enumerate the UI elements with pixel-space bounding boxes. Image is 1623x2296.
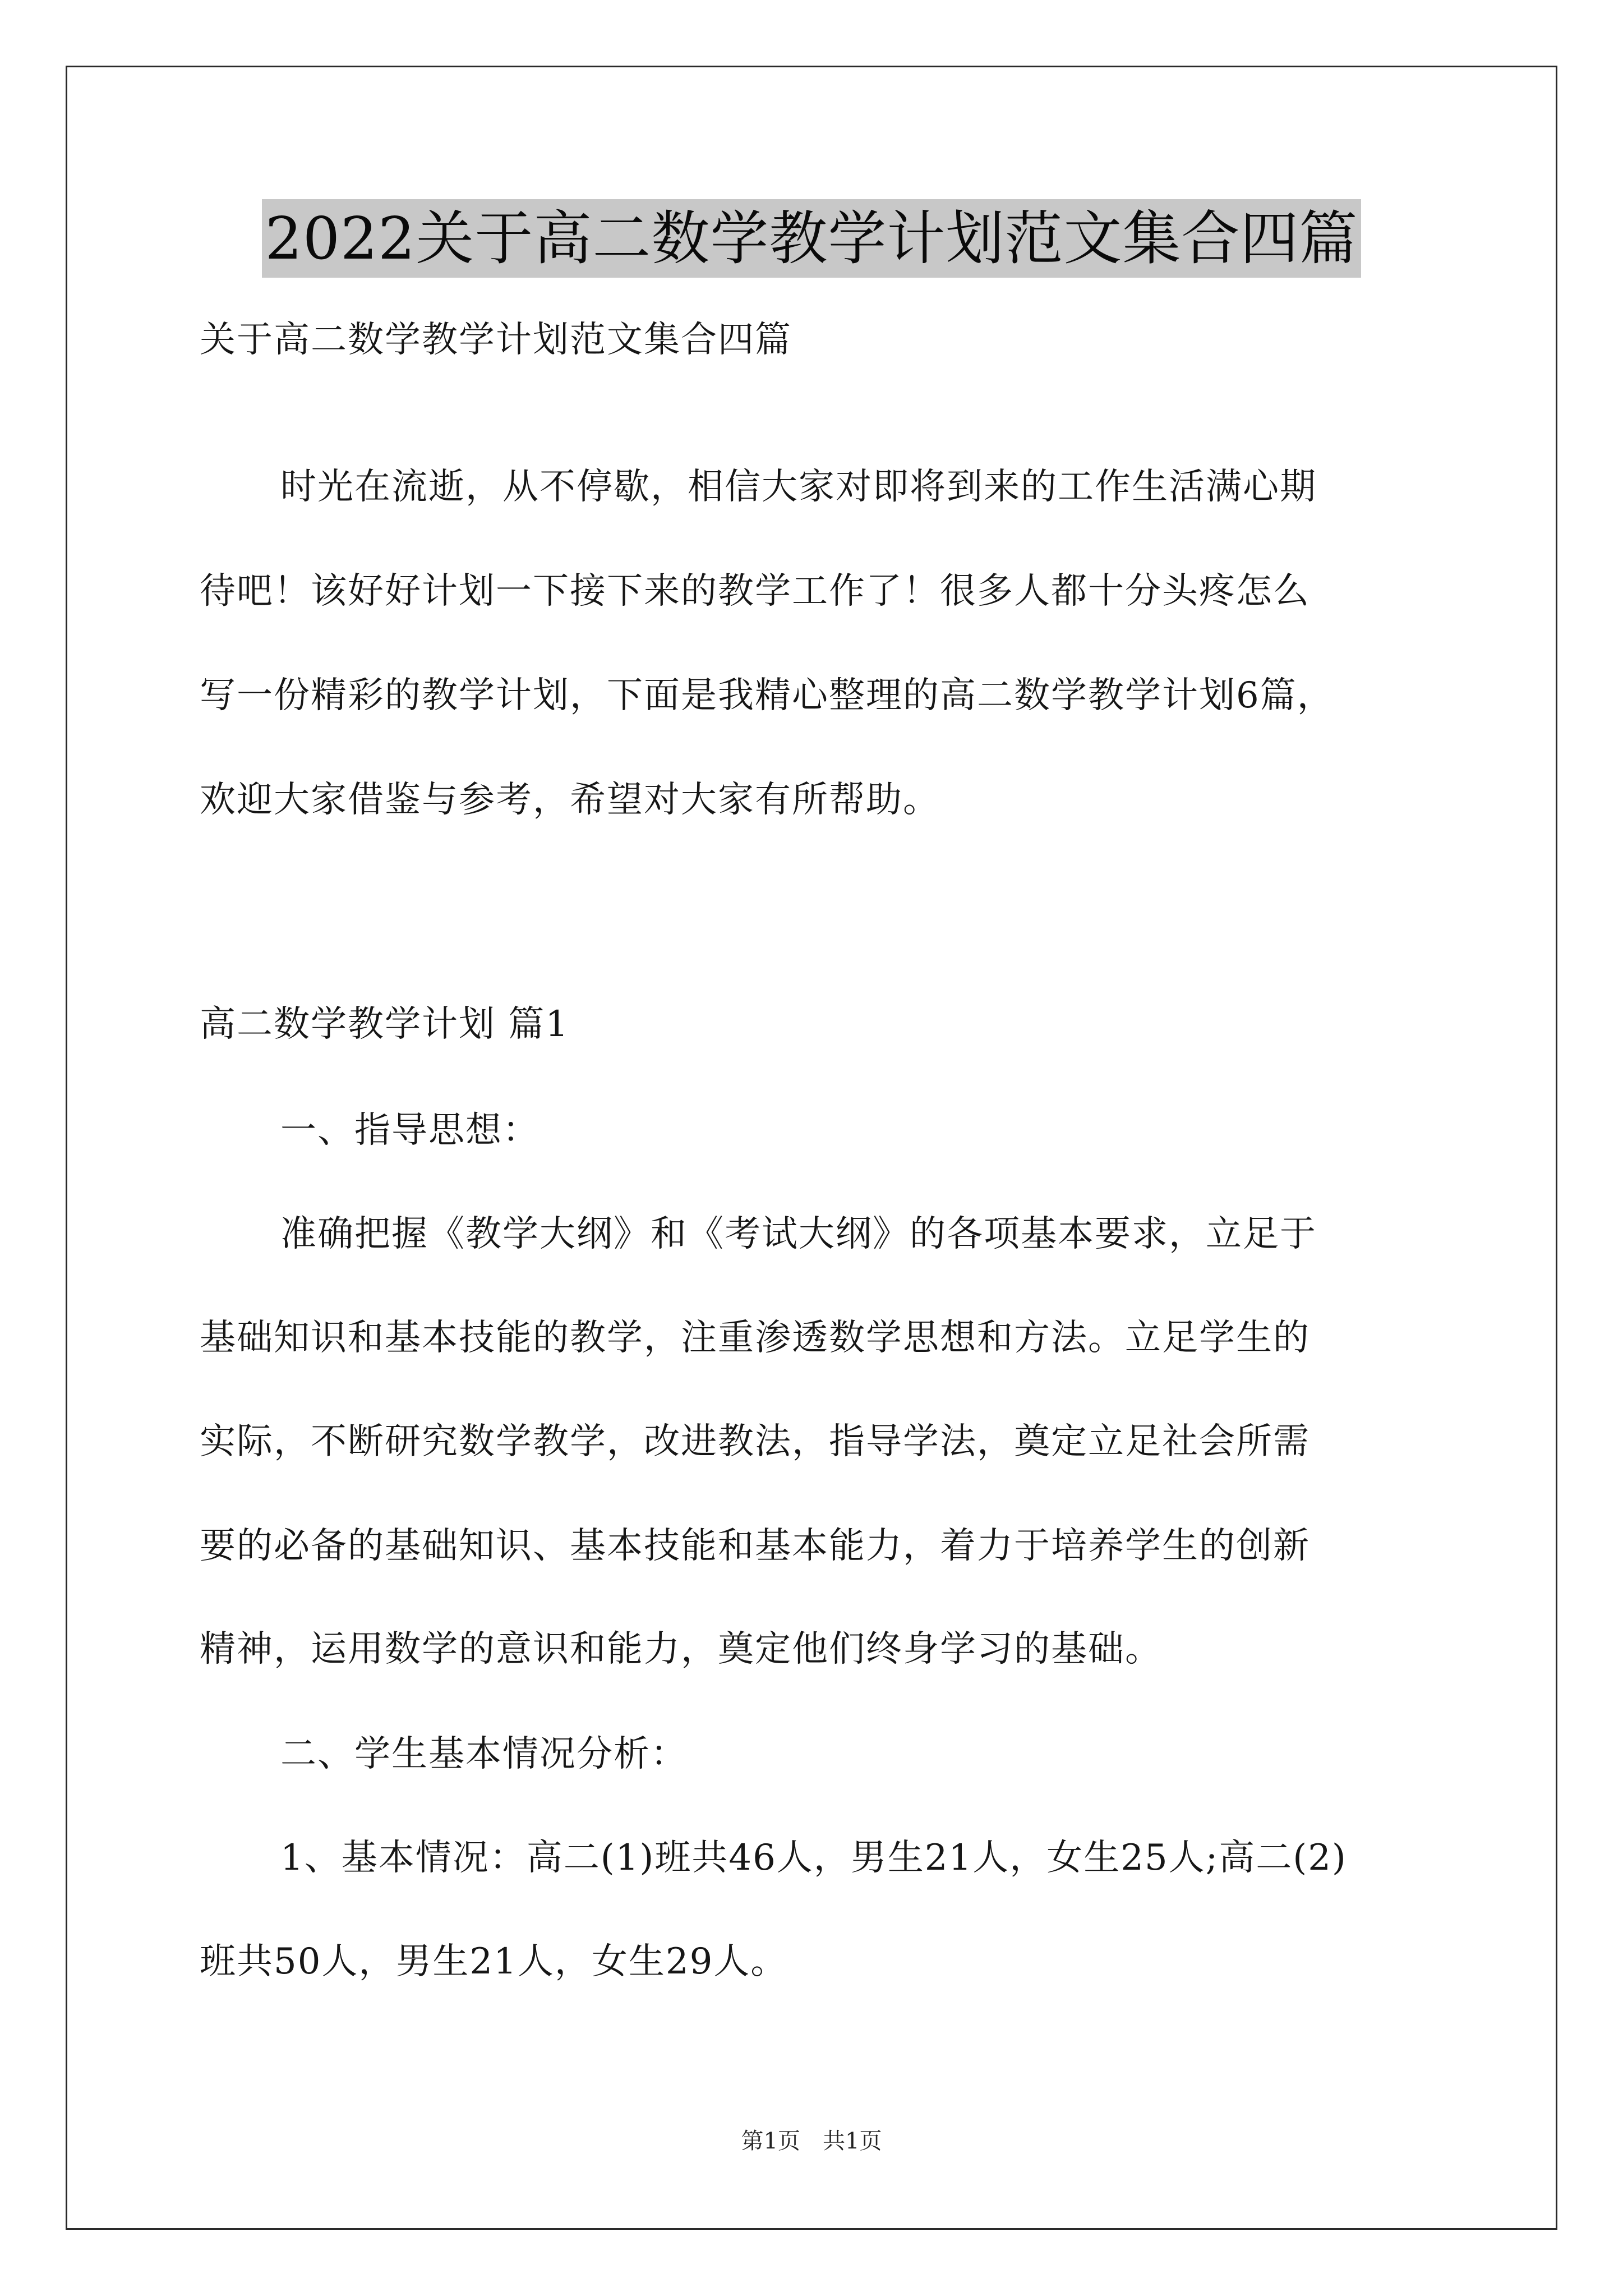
paragraph-line: 准确把握《教学大纲》和《考试大纲》的各项基本要求，立足于 [280, 1213, 1317, 1255]
document-subtitle: 关于高二数学教学计划范文集合四篇 [200, 319, 792, 361]
title-container [0, 199, 1623, 278]
page-total: 共1页 [823, 2128, 882, 2154]
paragraph-line: 要的必备的基础知识、基本技能和基本能力，着力于培养学生的创新 [200, 1525, 1310, 1567]
page-current: 第1页 [741, 2128, 800, 2154]
paragraph-line: 实际，不断研究数学教学，改进教法，指导学法，奠定立足社会所需 [200, 1421, 1310, 1462]
paragraph-line: 写一份精彩的教学计划，下面是我精心整理的高二数学教学计划6篇， [200, 675, 1334, 716]
paragraph-line: 班共50人，男生21人，女生29人。 [200, 1941, 788, 1982]
paragraph-line: 待吧！该好好计划一下接下来的教学工作了！很多人都十分头疼怎么 [200, 570, 1310, 612]
paragraph-line: 欢迎大家借鉴与参考，希望对大家有所帮助。 [200, 779, 940, 821]
paragraph-line: 精神，运用数学的意识和能力，奠定他们终身学习的基础。 [200, 1628, 1162, 1670]
paragraph-line: 1、基本情况：高二(1)班共46人，男生21人，女生25人;高二(2) [280, 1837, 1347, 1879]
document-title: 2022关于高二数学教学计划范文集合四篇 [262, 199, 1362, 278]
section-heading: 高二数学教学计划 篇1 [200, 1004, 570, 1045]
page-footer [0, 2127, 1623, 2155]
paragraph-line: 时光在流逝，从不停歇，相信大家对即将到来的工作生活满心期 [280, 466, 1317, 508]
paragraph-line: 基础知识和基本技能的教学，注重渗透数学思想和方法。立足学生的 [200, 1317, 1310, 1359]
subsection-heading: 二、学生基本情况分析： [280, 1733, 688, 1775]
subsection-heading: 一、指导思想： [280, 1110, 540, 1151]
